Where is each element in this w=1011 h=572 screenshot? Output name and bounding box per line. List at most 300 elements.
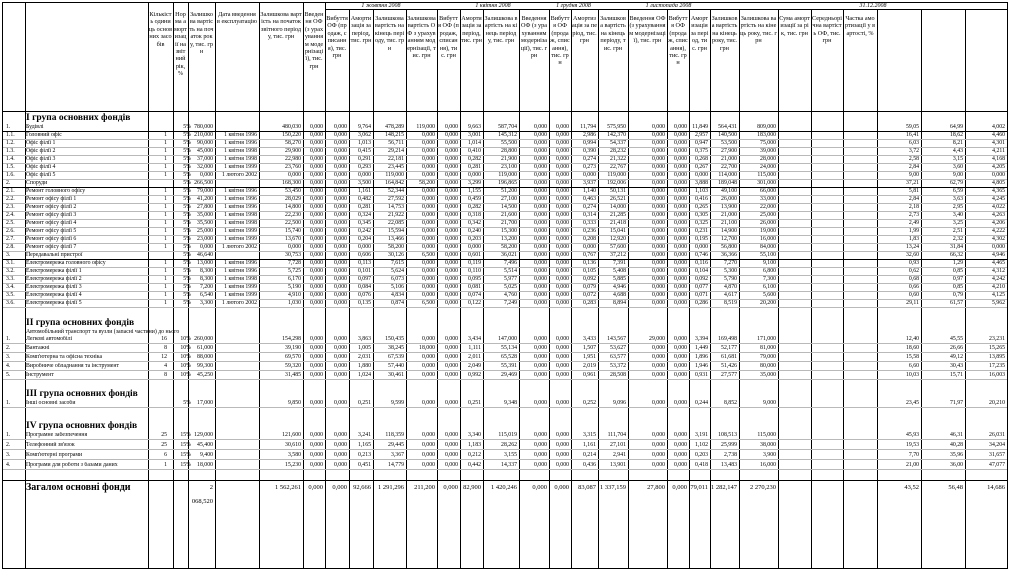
value-cell: 80,000 [760,363,776,369]
depreciation-rate: 5% [183,400,191,406]
value-cell: 183,000 [757,132,776,138]
value-cell: 8,300 [199,268,213,274]
value-cell: 0,000 [333,196,347,202]
value-cell: 23,760 [285,164,301,170]
value-cell: 45,400 [197,442,213,448]
value-cell: 0,242 [357,228,371,234]
asset-name: Ремонт офісу філії 2 [26,204,77,210]
value-cell: 2,049 [467,363,481,369]
value-cell: 5,790 [723,276,737,282]
value-cell: 13,895 [989,354,1005,360]
value-cell: 210,000 [194,132,213,138]
depreciation-rate: 5% [183,140,191,146]
value-cell: 15,230 [285,462,301,468]
value-cell: 0,000 [309,442,323,448]
value-cell: 0,000 [651,252,665,258]
value-cell: 4,365 [991,188,1005,194]
value-cell: 0,000 [421,372,435,378]
value-cell: 478,289 [385,124,404,130]
value-cell: 169,498 [718,336,737,342]
value-cell: 25,000 [197,228,213,234]
row-number: 3.1. [6,260,15,266]
value-cell: 0,000 [673,442,687,448]
value-cell: 0,000 [673,204,687,210]
value-cell: 0,000 [309,400,323,406]
row-number: 2. [6,345,11,351]
value-cell: 0,000 [533,284,547,290]
value-cell: 0,000 [444,292,458,298]
value-cell: 0,000 [421,363,435,369]
value-cell: 53,372 [610,363,626,369]
value-cell: 0,000 [421,260,435,266]
asset-count: 1 [164,156,167,162]
depreciation-rate: 5% [183,244,191,250]
table-row [3,400,1007,408]
depreciation-rate: 5% [183,252,191,258]
column-header: Залишкова вартість на початок року, тис. грн [189,11,214,56]
value-cell: 0,000 [333,164,347,170]
value-cell: 0,000 [673,220,687,226]
asset-count: 6 [164,452,167,458]
value-cell: 0,000 [555,132,569,138]
value-cell: 0,000 [533,124,547,130]
value-cell: 0,931 [694,372,708,378]
value-cell: 14,779 [388,462,404,468]
value-cell: 13,200 [501,236,517,242]
value-cell: 49,100 [721,188,737,194]
value-cell: 0,000 [444,284,458,290]
value-cell: 2,84 [908,164,919,170]
value-cell: 13,670 [285,236,301,242]
asset-name: Електромережа філії 1 [26,268,82,274]
value-cell: 9,764 [357,124,371,130]
value-cell: 79,000 [760,354,776,360]
value-cell: 0,000 [673,292,687,298]
value-cell: 9,000 [762,400,776,406]
value-cell: 7,391 [612,260,626,266]
value-cell: 57,600 [610,244,626,250]
value-cell: 0,000 [309,284,323,290]
value-cell: 0,000 [651,196,665,202]
value-cell: 55,134 [501,345,517,351]
value-cell: 4,870 [723,284,737,290]
value-cell: 10,03 [905,372,919,378]
depreciation-rate: 5% [183,188,191,194]
value-cell: 7,249 [503,300,517,306]
value-cell: 0,000 [333,462,347,468]
value-cell: 0,000 [673,164,687,170]
value-cell: 4,910 [287,292,301,298]
value-cell: 1,155 [467,188,481,194]
value-cell: 30,126 [388,252,404,258]
table-row [3,432,1007,440]
value-cell: 1,161 [582,442,596,448]
value-cell: 0,268 [694,156,708,162]
value-cell: 0,000 [673,372,687,378]
value-cell: 0,000 [333,300,347,306]
value-cell: 0,000 [673,212,687,218]
section-title: IV група основних фондів [26,421,138,431]
group-header-divider [325,9,1007,10]
value-cell: 5,600 [762,292,776,298]
asset-name: Ремонт головного офісу [26,188,86,194]
depreciation-rate: 5% [183,236,191,242]
table-row [3,132,1007,140]
value-cell: 0,000 [333,172,347,178]
value-cell: 0,000 [309,196,323,202]
value-cell: 0,000 [333,432,347,438]
value-cell: 23,000 [197,236,213,242]
value-cell: 4,617 [723,292,737,298]
table-row [3,284,1007,292]
total-value-cell: 0,000 [672,484,687,491]
value-cell: 0,000 [673,345,687,351]
value-cell: 21,000 [721,212,737,218]
row-number: 2. [6,442,11,448]
value-cell: 64,99 [949,124,963,130]
value-cell: 0,000 [444,252,458,258]
value-cell: 4,263 [991,212,1005,218]
value-cell: 0,000 [309,300,323,306]
value-cell: 0,000 [555,156,569,162]
value-cell: 12,40 [905,336,919,342]
value-cell: 0,000 [555,442,569,448]
value-cell: 23,231 [989,336,1005,342]
value-cell: 0,000 [309,172,323,178]
column-header: Введення ОФ (з урахуванням модернізації), тис. грн [304,11,324,70]
period-group-header: 1 листопада 2008 [645,3,692,9]
value-cell: 0,000 [199,244,213,250]
value-cell: 0,000 [333,442,347,448]
value-cell: 0,000 [651,156,665,162]
value-cell: 0,000 [651,204,665,210]
value-cell: 1,024 [357,372,371,378]
value-cell: 0,204 [357,236,371,242]
depreciation-rate: 5% [183,284,191,290]
value-cell: 21,922 [388,212,404,218]
total-value-cell: 0,000 [532,484,547,491]
row-number: 3. [6,354,11,360]
value-cell: 21,285 [610,212,626,218]
value-cell: 0,000 [673,363,687,369]
row-number: 2.3. [6,204,15,210]
value-cell: 115,019 [498,432,517,438]
value-cell: 9,00 [952,172,963,178]
value-cell: 1 лютого 2002 [221,300,257,306]
total-value-cell: 1 420,246 [491,484,517,491]
value-cell: 0,000 [421,268,435,274]
value-cell: 0,961 [582,372,596,378]
value-cell: 0,000 [651,268,665,274]
value-cell: 0,000 [533,432,547,438]
depreciation-rate: 5% [183,260,191,266]
asset-name: Електромережа філії 3 [26,284,82,290]
value-cell: 61,57 [949,300,963,306]
row-number: 2.4. [6,212,15,218]
value-cell: 809,000 [757,124,776,130]
value-cell: 0,000 [421,196,435,202]
value-cell: 19,000 [760,228,776,234]
value-cell: 26,000 [760,220,776,226]
value-cell: 4,834 [390,292,404,298]
value-cell: 1 квітня 1996 [224,140,257,146]
value-cell: 0,000 [333,140,347,146]
value-cell: 0,000 [309,292,323,298]
total-value-cell: 14,686 [987,484,1005,491]
value-cell: 0,000 [467,172,481,178]
value-cell: 0,000 [333,212,347,218]
value-cell: 6,60 [908,363,919,369]
asset-name: Офіс філії 4 [26,164,56,170]
value-cell: 0,97 [952,276,963,282]
value-cell: 0,000 [673,244,687,250]
row-number: 2.6. [6,228,15,234]
depreciation-rate: 5% [183,276,191,282]
value-cell: 9,100 [762,260,776,266]
value-cell: 0,000 [533,204,547,210]
value-cell: 4,946 [991,252,1005,258]
column-header: Амортизація за період, тис. грн [572,15,597,45]
value-cell: 29,900 [285,148,301,154]
depreciation-rate: 5% [183,180,191,186]
value-cell: 1,103 [694,188,708,194]
asset-count: 4 [164,363,167,369]
value-cell: 32,60 [905,252,919,258]
value-cell: 23,45 [905,400,919,406]
value-cell: 1,951 [582,354,596,360]
value-cell: 0,000 [533,363,547,369]
asset-name: Будівлі [26,124,44,130]
depreciation-rate: 10% [180,354,191,360]
value-cell: 0,000 [555,260,569,266]
value-cell: 1,102 [694,442,708,448]
asset-name: Електромережа філії 5 [26,300,82,306]
value-cell: 171,000 [757,336,776,342]
value-cell: 65,528 [501,354,517,360]
total-value-cell: 83,087 [578,484,596,491]
value-cell: 14,000 [610,204,626,210]
column-header: Залишкова вартість на кінець періоду, тис. грн [374,15,405,52]
value-cell: 1,161 [357,188,371,194]
value-cell: 0,000 [309,236,323,242]
value-cell: 0,000 [444,336,458,342]
value-cell: 0,274 [582,204,596,210]
value-cell: 0,000 [533,276,547,282]
value-cell: 587,704 [498,124,517,130]
value-cell: 0,000 [533,462,547,468]
value-cell: 0,000 [444,345,458,351]
value-cell: 0,136 [582,260,596,266]
value-cell: 0,000 [651,132,665,138]
value-cell: 37,000 [197,156,213,162]
row-number: 1.2. [6,140,15,146]
value-cell: 31,84 [949,244,963,250]
value-cell: 119,000 [498,172,517,178]
value-cell: 21,00 [905,462,919,468]
value-cell: 0,000 [421,204,435,210]
value-cell: 50,131 [610,188,626,194]
value-cell: 0,992 [467,372,481,378]
value-cell: 29,11 [906,300,919,306]
value-cell: 2,51 [952,228,963,234]
value-cell: 0,000 [582,172,596,178]
value-cell: 13,901 [610,462,626,468]
table-row [3,292,1007,300]
value-cell: 0,000 [309,140,323,146]
table-row [3,462,1007,470]
value-cell: 0,097 [357,276,371,282]
asset-count: 16 [161,336,167,342]
asset-count: 8 [164,372,167,378]
value-cell: 62,79 [949,180,963,186]
value-cell: 780,000 [194,124,213,130]
asset-name: Ремонт офісу філії 3 [26,212,77,218]
value-cell: 11,794 [580,124,596,130]
row-number: 3.5. [6,292,15,298]
value-cell: 0,000 [309,180,323,186]
value-cell: 3,63 [952,196,963,202]
value-cell: 0,240 [467,228,481,234]
value-cell: 0,947 [694,140,708,146]
value-cell: 0,101 [357,268,371,274]
value-cell: 4,460 [991,132,1005,138]
value-cell: 13,24 [905,244,919,250]
value-cell: 0,000 [533,156,547,162]
value-cell: 0,000 [421,148,435,154]
value-cell: 0,000 [533,244,547,250]
value-cell: 41,200 [197,196,213,202]
value-cell: 0,252 [582,400,596,406]
value-cell: 0,000 [421,276,435,282]
value-cell: 0,000 [533,212,547,218]
value-cell: 0,000 [651,345,665,351]
asset-count: 1 [164,268,167,274]
value-cell: 0,293 [357,164,371,170]
value-cell: 0,000 [651,140,665,146]
value-cell: 13,483 [721,462,737,468]
asset-count: 1 [164,188,167,194]
header-grid-line [877,9,878,111]
value-cell: 0,000 [673,432,687,438]
value-cell: 3,155 [503,452,517,458]
value-cell: 25,000 [760,212,776,218]
asset-name: Інструмент [26,372,54,378]
value-cell: 4,302 [991,236,1005,242]
value-cell: 2,58 [908,156,919,162]
value-cell: 81,000 [760,345,776,351]
value-cell: 0,000 [555,268,569,274]
value-cell: 0,000 [444,400,458,406]
value-cell: 6,540 [199,292,213,298]
value-cell: 0,074 [467,292,481,298]
value-cell: 21,322 [610,156,626,162]
value-cell: 8,21 [952,140,963,146]
value-cell: 0,000 [333,188,347,194]
value-cell: 0,251 [357,400,371,406]
value-cell: 0,000 [309,252,323,258]
row-number: 1. [6,124,11,130]
column-header: Частка амортизації у вартості, % [844,15,876,37]
value-cell: 0,000 [357,244,371,250]
value-cell: 0,000 [555,292,569,298]
value-cell: 1,99 [908,228,919,234]
value-cell: 4,242 [991,276,1005,282]
value-cell: 3,434 [467,336,481,342]
value-cell: 1 квітня 1999 [224,164,257,170]
value-cell: 1 лютого 2002 [221,172,257,178]
value-cell: 0,000 [444,432,458,438]
value-cell: 0,291 [357,156,371,162]
value-cell: 148,215 [385,132,404,138]
value-cell: 143,567 [607,336,626,342]
value-cell: 51,426 [721,363,737,369]
value-cell: 2,738 [723,452,737,458]
value-cell: 58,270 [285,140,301,146]
value-cell: 0,000 [651,172,665,178]
value-cell: 53,627 [610,345,626,351]
value-cell: 0,000 [444,172,458,178]
column-header: Вибуття ОФ (продаж, списання), тис. грн [668,15,688,67]
table-row [3,244,1007,252]
value-cell: 0,390 [582,148,596,154]
value-cell: 15,71 [949,372,963,378]
value-cell: 88,000 [197,354,213,360]
value-cell: 0,000 [673,228,687,234]
value-cell: 8,894 [612,300,626,306]
value-cell: 0,314 [582,212,596,218]
value-cell: 16,000 [760,462,776,468]
value-cell: 0,212 [467,452,481,458]
value-cell: 0,93 [908,260,919,266]
value-cell: 0,746 [694,252,708,258]
value-cell: 5,408 [612,268,626,274]
value-cell: 1 лютого 2002 [221,244,257,250]
row-number: 1. [6,432,11,438]
column-header: Залишкова вартість на кінець року, тис. грн [711,15,738,52]
value-cell: 8,300 [199,276,213,282]
row-number: 2. [6,180,11,186]
value-cell: 0,105 [582,268,596,274]
table-row [3,354,1007,362]
value-cell: 33,000 [760,196,776,202]
value-cell: 0,000 [309,432,323,438]
value-cell: 0,000 [421,442,435,448]
value-cell: 1 квітня 1996 [224,268,257,274]
value-cell: 1,29 [952,260,963,266]
value-cell: 0,000 [533,164,547,170]
value-cell: 0,000 [421,228,435,234]
value-cell: 55,100 [760,252,776,258]
value-cell: 0,000 [421,156,435,162]
value-cell: 0,281 [357,204,371,210]
value-cell: 1,140 [582,188,596,194]
value-cell: 4,946 [612,284,626,290]
value-cell: 79,000 [197,188,213,194]
value-cell: 2,73 [908,212,919,218]
row-number: 5. [6,372,11,378]
asset-count: 1 [164,212,167,218]
value-cell: 0,000 [421,244,435,250]
value-cell: 0,000 [555,345,569,351]
value-cell: 4,312 [991,268,1005,274]
value-cell: 0,000 [651,228,665,234]
depreciation-rate: 5% [183,204,191,210]
value-cell: 19,53 [905,442,919,448]
value-cell: 45,000 [197,148,213,154]
total-value-cell: 0,000 [332,484,347,491]
value-cell: 0,000 [333,124,347,130]
period-group-header: 1 квітня 2008 [475,3,511,9]
